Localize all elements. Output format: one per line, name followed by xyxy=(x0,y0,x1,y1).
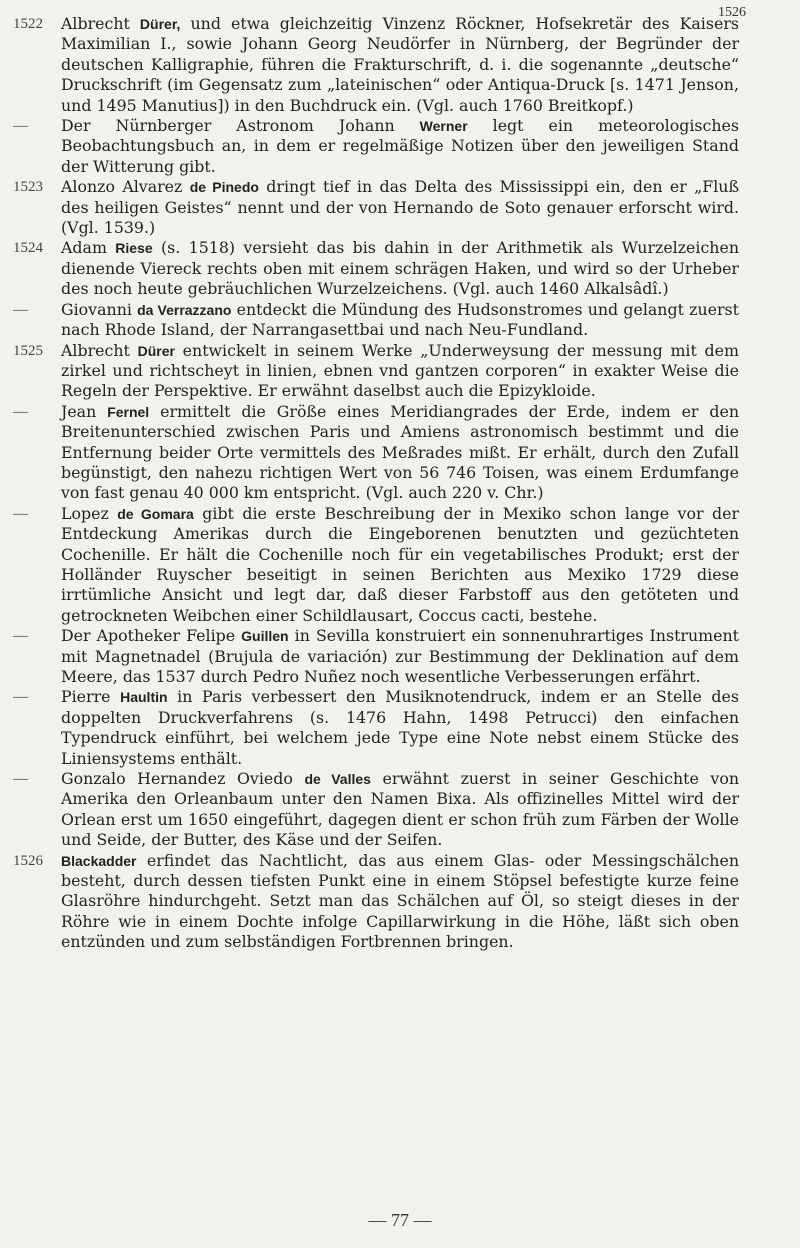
entry-text: legt ein meteorologisches Beobachtungsbuch an, in dem er regelmäßige Notizen über den jeweiligen Stand der Witterung gibt. xyxy=(61,116,739,176)
entry-text-pre: Albrecht xyxy=(61,340,138,360)
entry-year: 1524 xyxy=(13,240,43,257)
chronicle-entry xyxy=(13,850,739,953)
chronicle-entry xyxy=(13,769,739,851)
chronicle-entry xyxy=(13,299,739,341)
entry-text-pre: Der Nürnberger Astronom Johann xyxy=(61,116,420,136)
entry-year: 1525 xyxy=(13,342,43,359)
entry-name: Fernel xyxy=(107,403,150,420)
entry-text: erwähnt zuerst in seiner Geschichte von Amerika den Orleanbaum unter den Namen Bixa. Als offizinelles Mittel wird der Orlean erst um 1650 eingeführt, dagegen dient er schon früh zum Färben der Wolle und Seide, der Butter, des Käse und der Seifen. xyxy=(61,769,739,850)
entry-year: — xyxy=(13,689,28,706)
chronicle-entry xyxy=(13,687,739,769)
entry-name: Blackadder xyxy=(61,852,137,869)
entry-year: 1523 xyxy=(13,179,43,196)
entry-year: 1526 xyxy=(13,852,43,869)
entry-text: erfindet das Nachtlicht, das aus einem Glas- oder Messingschälchen besteht, durch dessen tiefsten Punkt eine in einem Stöpsel befestigte kurze feine Glasröhre hindurchgeht. Setzt man das Schälchen auf Öl, so steigt dieses in der Röhre wie in einem Dochte infolge Capillarwirkung in die Höhe, läßt sich oben entzünden und zum selbständigen Fortbrennen bringen. xyxy=(61,850,739,952)
entry-text-pre: Albrecht xyxy=(61,14,140,33)
chronicle-entry xyxy=(13,116,739,177)
entry-name: de Valles xyxy=(304,771,371,788)
entry-name: Dürer xyxy=(137,342,175,359)
entry-text-pre: Jean xyxy=(61,401,108,421)
entry-name: de Pinedo xyxy=(189,179,259,196)
entry-text: entdeckt die Mündung des Hudsonstromes und gelangt zuerst nach Rhode Island, der Narrangasettbai und nach Neu-Fundland. xyxy=(61,299,739,340)
entry-name: da Verrazzano xyxy=(137,301,232,318)
entry-text: gibt die erste Beschreibung der in Mexiko schon lange vor der Entdeckung Amerikas durch die Eingeborenen benutzten und gezüchteten Cochenille. Er hält die Cochenille noch für ein vegetabilisches Produkt; erst der Holländer Ruyscher beseitigt in seinen Berichten aus Mexiko 1729 diese irrtümliche Ansicht und legt dar, daß dieser Farbstoff aus den getöteten und getrockneten Weibchen einer Schildlausart, Coccus cacti, bestehe. xyxy=(61,503,740,625)
entry-text: entwickelt in seinem Werke „Underweysung der messung mit dem zirkel und richtscheyt in linien, ebnen vnd gantzen corporen“ in exakter Weise die Regeln der Perspektive. Er erwähnt daselbst auch die Epizykloide. xyxy=(61,340,739,401)
entry-year: 1522 xyxy=(13,16,43,32)
chronicle-entry xyxy=(13,14,739,116)
entry-text: ermittelt die Größe eines Meridiangrades der Erde, indem er den Breitenunterschied zwischen Paris und Amiens astronomisch bestimmt und die Entfernung beider Orte vermittels des Meßrades mißt. Er erhält, durch den Zufall begünstigt, den nahezu richtigen Wert von 56 746 Toisen, was einem Erdumfange von fast genau 40 000 km entspricht. (Vgl. auch 220 v. Chr.) xyxy=(61,401,740,503)
entry-year: — xyxy=(13,403,28,420)
entry-text-pre: Alonzo Alvarez xyxy=(61,177,190,197)
entry-year: — xyxy=(13,628,28,645)
chronicle-entry xyxy=(13,503,740,626)
entry-year: — xyxy=(13,505,28,522)
entry-name: Haultin xyxy=(120,689,168,706)
entry-text-pre: Lopez xyxy=(61,503,118,523)
chronicle-entry xyxy=(13,626,739,687)
entry-name: Werner xyxy=(419,118,468,135)
entry-text-pre: Giovanni xyxy=(61,299,138,319)
page-number-footer: — 77 — xyxy=(368,1210,432,1230)
chronicle-entry xyxy=(13,401,740,504)
entry-year: — xyxy=(13,771,28,788)
entry-text: (s. 1518) versieht das bis dahin in der Arithmetik als Wurzelzeichen dienende Viereck rechts oben mit einem schrägen Haken, und wird so der Urheber des noch heute gebräuchlichen Wurzelzeichens. (Vgl. auch 1460 Alkalsâdî.) xyxy=(61,238,739,299)
entry-text: in Paris verbessert den Musiknotendruck, indem er an Stelle des doppelten Druckverfahrens (s. 1476 Hahn, 1498 Petrucci) den einfachen Typendruck einführt, bei welchem jede Type eine Note nebst einem Stücke des Liniensystems enthält. xyxy=(61,687,739,768)
entry-text: in Sevilla konstruiert ein sonnenuhrartiges Instrument mit Magnetnadel (Brujula de variación) zur Bestimmung der Deklination auf dem Meere, das 1537 durch Pedro Nuñez noch wesentliche Verbesserungen erfährt. xyxy=(61,626,739,686)
entry-text: dringt tief in das Delta des Mississippi ein, den er „Fluß des heiligen Geistes“ nennt und der von Hernando de Soto genauer erforscht wird. (Vgl. 1539.) xyxy=(61,177,740,238)
entry-text: und etwa gleichzeitig Vinzenz Röckner, Hofsekretär des Kaisers Maximilian I., sowie Johann Georg Neudörfer in Nürnberg, der Begründer der deutschen Kalligraphie, führen die Frakturschrift, d. i. die sogenannte „deutsche“ Druckschrift (im Gegensatz zum „lateinischen“ oder Antiqua-Druck [s. 1471 Jenson, und 1495 Manutius]) in den Buchdruck ein. (Vgl. auch 1760 Breitkopf.) xyxy=(61,14,739,115)
entry-name: Riese xyxy=(115,240,153,257)
entry-text-pre: Der Apotheker Felipe xyxy=(61,626,242,646)
chronicle-entries xyxy=(0,14,800,953)
entry-year: — xyxy=(13,118,28,135)
entry-name: Guillen xyxy=(241,628,289,645)
entry-name: Dürer, xyxy=(139,16,181,32)
chronicle-entry xyxy=(13,177,740,238)
page-number-header: 1526 xyxy=(718,5,746,20)
entry-text-pre: Gonzalo Hernandez Oviedo xyxy=(61,769,305,789)
entry-year: — xyxy=(13,301,28,318)
chronicle-entry xyxy=(13,340,739,402)
entry-text-pre: Pierre xyxy=(61,687,121,707)
entry-text-pre: Adam xyxy=(61,238,116,258)
chronicle-entry xyxy=(13,238,739,299)
entry-name: de Gomara xyxy=(117,505,194,522)
